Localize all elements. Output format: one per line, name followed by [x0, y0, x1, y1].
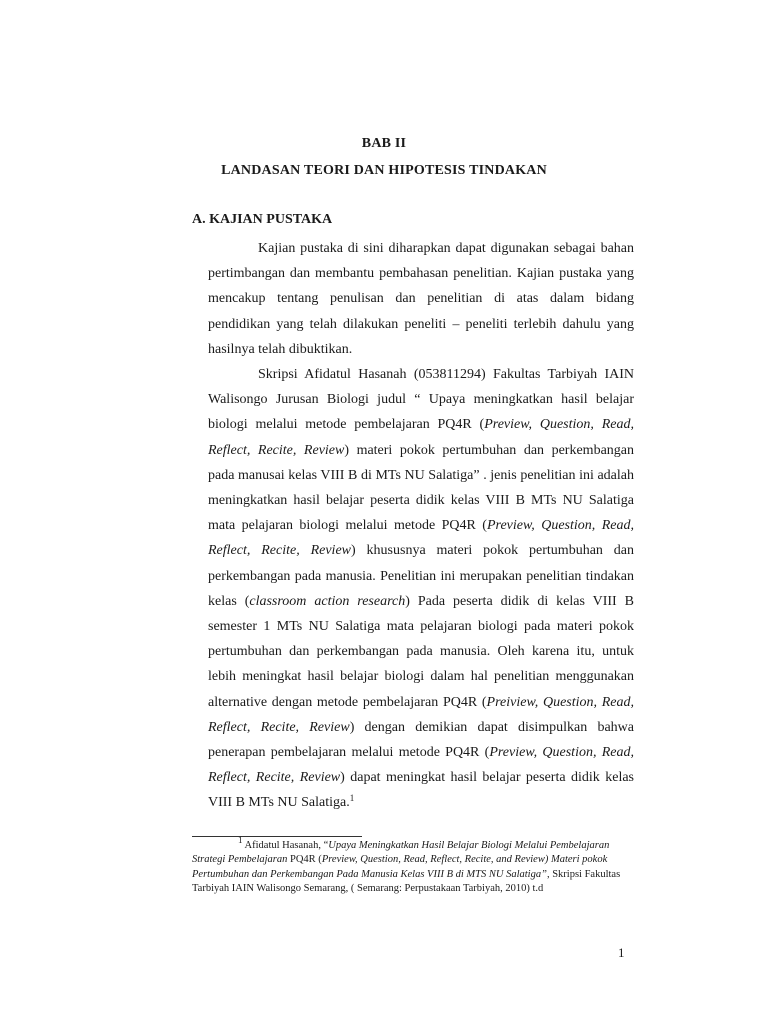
- footnote-reference[interactable]: 1: [349, 793, 355, 804]
- footnote-author: Afidatul Hasanah, “: [244, 840, 329, 851]
- footnote-separator: [192, 836, 362, 837]
- footnote: [192, 835, 632, 897]
- footnote-text: PQ4R (: [287, 854, 322, 866]
- footnote-number: 1: [238, 835, 243, 845]
- body-text: [208, 236, 634, 816]
- section-heading: A. KAJIAN PUSTAKA: [192, 212, 333, 227]
- footnote-title: Upaya Meningkatkan Hasil Belajar Biologi Melalui Pembelajaran Strategi Pembelajaran: [192, 840, 610, 866]
- italic-terms: Preview, Question, Read, Reflect, Recite, Review: [208, 745, 634, 786]
- footnote-terms: Preview, Question, Read, Reflect, Recite, and Review) Materi pokok Pertumbuhan dan Perkembangan Pada Manusia Kelas VIII B di MTS NU Salatiga”: [192, 854, 608, 880]
- text-span: ) dengan demikian dapat disimpulkan bahwa penerapan pembelajaran melalui metode PQ4R (: [208, 719, 634, 761]
- text-span: Skripsi Afidatul Hasanah (053811294) Fakultas Tarbiyah IAIN Walisongo Jurusan Biologi judul “ Upaya meningkatkan hasil belajar biologi melalui metode pembelajaran PQ4R (: [208, 367, 634, 433]
- text-span: ) khususnya materi pokok pertumbuhan dan perkembangan pada manusia. Penelitian ini merupakan penelitian tindakan kelas (: [208, 543, 634, 609]
- chapter-label: BAB II: [361, 136, 407, 151]
- italic-terms: Preview, Question, Read, Reflect, Recite, Review: [208, 417, 634, 458]
- italic-terms: Preview, Question, Read, Reflect, Recite, Review: [208, 518, 634, 559]
- text-span: ) dapat meningkat hasil belajar peserta didik kelas VIII B MTs NU Salatiga.: [208, 770, 634, 811]
- text-span: ) materi pokok pertumbuhan dan perkembangan pada manusai kelas VIII B di MTs NU Salatiga” . jenis penelitian ini adalah meningkatkan hasil belajar peserta didik kelas VIII B MTs NU Salatiga mata pelajaran biologi melalui metode PQ4R (: [208, 442, 634, 534]
- italic-terms: classroom action research: [249, 593, 406, 609]
- paragraph-intro: Kajian pustaka di sini diharapkan dapat digunakan sebagai bahan pertimbangan dan membantu pembahasan penelitian. Kajian pustaka yang mencakup tentang penulisan dan penelitian di atas dalam bidang pendidikan yang telah dilakukan peneliti – peneliti terlebih dahulu yang hasilnya telah dibuktikan.: [208, 241, 634, 357]
- chapter-title: LANDASAN TEORI DAN HIPOTESIS TINDAKAN: [221, 163, 547, 178]
- page-number: 1: [618, 945, 625, 960]
- paragraph-review: [208, 362, 634, 816]
- text-span: ) Pada peserta didik di kelas VIII B semester 1 MTs NU Salatiga mata pelajaran biologi pada materi pokok pertumbuhan dan perkembangan pada manusia. Oleh karena itu, untuk lebih meningkat hasil belajar biologi dalam hal penelitian menggunakan alternative dengan metode pembelajaran PQ4R (: [208, 593, 634, 710]
- italic-terms: Preiview, Question, Read, Reflect, Recite, Review: [208, 694, 634, 735]
- footnote-publication: , Skripsi Fakultas Tarbiyah IAIN Walisongo Semarang, ( Semarang: Perpustakaan Tarbiyah, 2010) t.d: [192, 868, 621, 895]
